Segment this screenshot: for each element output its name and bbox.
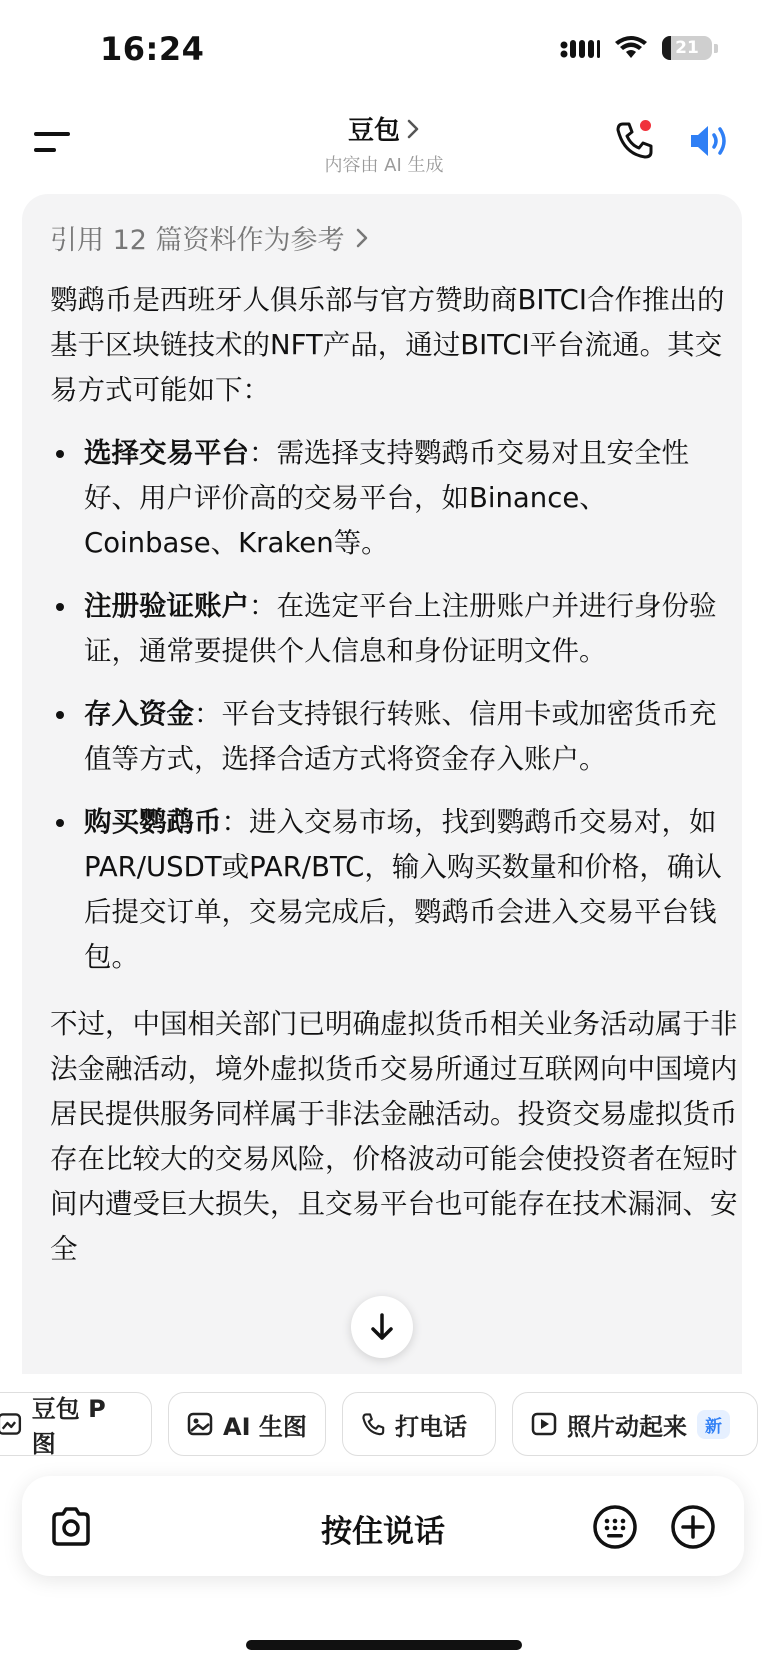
step-title: 购买鹦鹉币 <box>84 806 222 838</box>
image-edit-icon <box>0 1411 22 1437</box>
chip-label: 照片动起来 <box>567 1412 687 1441</box>
phone-icon <box>361 1412 385 1436</box>
step-title: 存入资金 <box>84 698 194 730</box>
chip-label: AI 生图 <box>223 1412 307 1441</box>
list-item <box>50 584 740 674</box>
chevron-right-icon <box>406 118 420 140</box>
signal-icon <box>560 37 600 59</box>
status-time: 16:24 <box>100 30 205 68</box>
chip-label: 打电话 <box>395 1412 467 1441</box>
step-text: ：平台支持银行转账、信用卡或加密货币充值等方式，选择合适方式将资金存入账户。 <box>84 698 717 775</box>
notification-dot <box>640 120 651 131</box>
battery-icon: 21 <box>662 36 712 60</box>
status-icons <box>560 36 718 60</box>
wifi-icon <box>614 36 648 60</box>
home-indicator[interactable] <box>246 1640 522 1650</box>
image-icon <box>187 1411 213 1437</box>
list-item <box>50 800 740 980</box>
step-text: ：在选定平台上注册账户并进行身份验证，通常要提供个人信息和身份证明文件。 <box>84 590 717 667</box>
battery-cap <box>714 44 718 53</box>
keyboard-icon[interactable] <box>592 1504 638 1550</box>
speaker-icon[interactable] <box>688 122 732 160</box>
assistant-message <box>22 194 742 1374</box>
chip-label: 豆包 P 图 <box>31 1395 106 1458</box>
step-title: 选择交易平台 <box>84 437 249 469</box>
hold-to-talk-button[interactable]: 按住说话 <box>321 1514 445 1550</box>
chip-call[interactable] <box>342 1392 496 1456</box>
play-icon <box>531 1411 557 1437</box>
list-item <box>50 692 740 782</box>
scroll-down-button[interactable] <box>351 1296 413 1358</box>
step-text: ：需选择支持鹦鹉币交易对且安全性好、用户评价高的交易平台，如Binance、Coinbase、Kraken等。 <box>84 437 689 559</box>
chat-title[interactable]: 豆包 <box>347 116 400 146</box>
steps-list <box>50 431 740 980</box>
references-label[interactable]: 引用 12 篇资料作为参考 <box>50 225 345 256</box>
references-link[interactable] <box>50 218 369 257</box>
chat-subtitle: 内容由 AI 生成 <box>324 155 444 176</box>
chat-header <box>0 100 768 190</box>
chip-doubao-p-image[interactable] <box>0 1392 152 1456</box>
message-body <box>50 278 740 1272</box>
quick-actions <box>0 1374 768 1458</box>
step-title: 注册验证账户 <box>84 590 249 622</box>
arrow-down-icon <box>369 1312 395 1342</box>
chip-animate-photo[interactable] <box>512 1392 758 1456</box>
new-badge: 新 <box>697 1410 730 1439</box>
input-bar <box>22 1476 744 1576</box>
plus-icon[interactable] <box>670 1504 716 1550</box>
intro-paragraph: 鹦鹉币是西班牙人俱乐部与官方赞助商BITCI合作推出的基于区块链技术的NFT产品，通过BITCI平台流通。其交易方式可能如下： <box>50 284 725 406</box>
chip-ai-image[interactable] <box>168 1392 326 1456</box>
chevron-right-icon <box>355 226 369 250</box>
status-bar <box>0 0 768 100</box>
list-item <box>50 431 740 566</box>
warning-paragraph: 不过，中国相关部门已明确虚拟货币相关业务活动属于非法金融活动，境外虚拟货币交易所通过互联网向中国境内居民提供服务同样属于非法金融活动。投资交易虚拟货币存在比较大的交易风险，价格波动可能会使投资者在短时间内遭受巨大损失，且交易平台也可能存在技术漏洞、安全 <box>50 1008 738 1265</box>
step-text: ：进入交易市场，找到鹦鹉币交易对，如PAR/USDT或PAR/BTC，输入购买数量和价格，确认后提交订单，交易完成后，鹦鹉币会进入交易平台钱包。 <box>84 806 722 973</box>
